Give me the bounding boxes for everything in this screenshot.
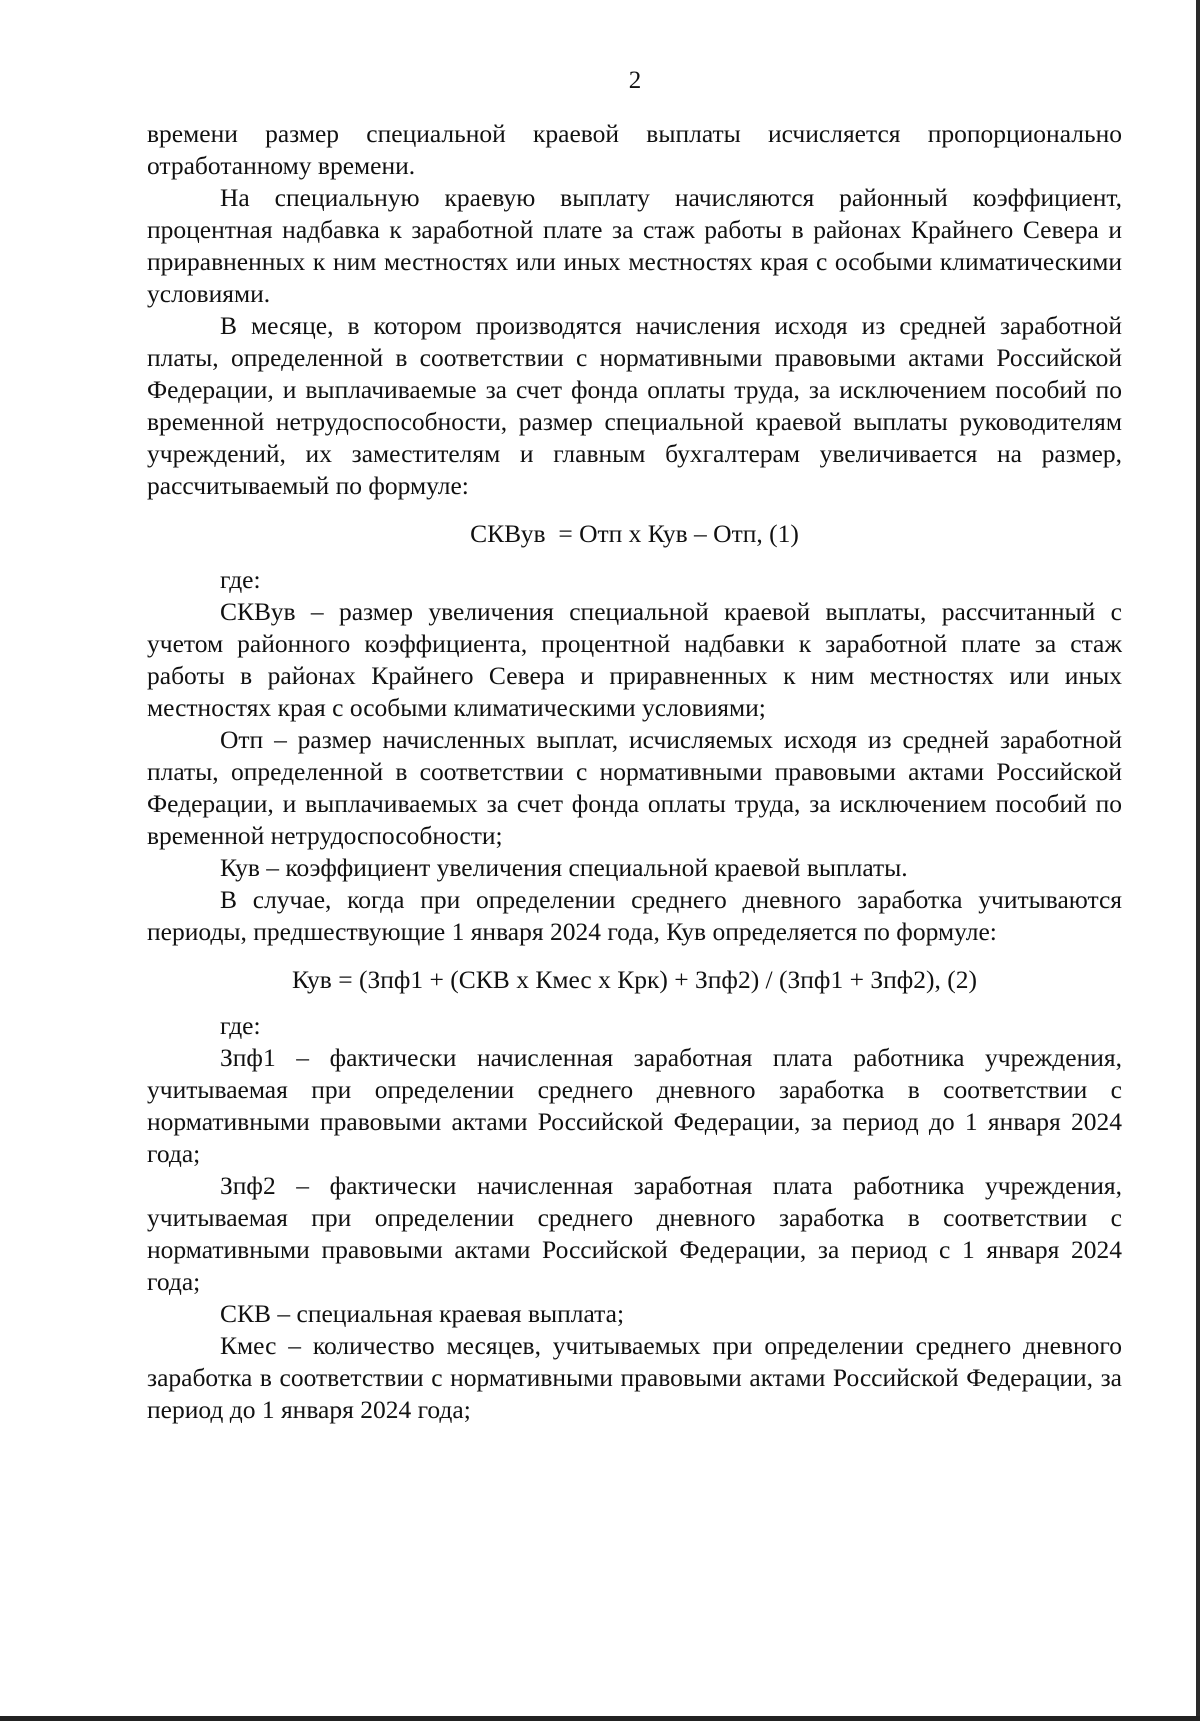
definition-otp: Отп – размер начисленных выплат, исчисляемых исходя из средней заработной платы, определенной в соответствии с нормативными правовыми актами Российской Федерации, и выплачиваемых за счет фонда оплаты труда, за исключением пособий по временной нетрудоспособности; [147, 725, 1122, 850]
definition-kuv: Кув – коэффициент увеличения специальной краевой выплаты. [220, 853, 908, 882]
formula-1: СКВув = Отп х Кув – Отп, (1) [470, 519, 799, 548]
definition-zpf2: Зпф2 – фактически начисленная заработная плата работника учреждения, учитываемая при определении среднего дневного заработка в соответствии с нормативными правовыми актами Российской Федерации, за период с 1 января 2024 года; [147, 1171, 1122, 1296]
definition-skvuv: СКВув – размер увеличения специальной краевой выплаты, рассчитанный с учетом районного коэффициента, процентной надбавки к заработной плате за стаж работы в районах Крайнего Севера и приравненных к ним местностях или иных местностях края с особыми климатическими условиями; [147, 597, 1122, 722]
where-label-1: где: [220, 565, 261, 594]
definition-skv: СКВ – специальная краевая выплата; [220, 1299, 625, 1328]
paragraph-increase-rule: В месяце, в котором производятся начисления исходя из средней заработной платы, определенной в соответствии с нормативными правовыми актами Российской Федерации, и выплачиваемые за счет фонда оплаты труда, за исключением пособий по временной нетрудоспособности, размер специальной краевой выплаты руководителям учреждений, их заместителям и главным бухгалтерам увеличивается на размер, рассчитываемый по формуле: [147, 311, 1122, 500]
where-label-2: где: [220, 1011, 261, 1040]
definition-zpf1: Зпф1 – фактически начисленная заработная плата работника учреждения, учитываемая при определении среднего дневного заработка в соответствии с нормативными правовыми актами Российской Федерации, за период до 1 января 2024 года; [147, 1043, 1122, 1168]
paragraph-periods-before-2024: В случае, когда при определении среднего дневного заработка учитываются периоды, предшествующие 1 января 2024 года, Кув определяется по формуле: [147, 885, 1122, 946]
formula-2: Кув = (Зпф1 + (СКВ х Кмес х Крк) + Зпф2) / (Зпф1 + Зпф2), (2) [291, 965, 978, 994]
page-number: 2 [628, 67, 642, 94]
scan-edge-bottom [0, 1716, 1200, 1721]
document-body [147, 118, 1122, 1426]
definition-kmes: Кмес – количество месяцев, учитываемых при определении среднего дневного заработка в соответствии с нормативными правовыми актами Российской Федерации, за период до 1 января 2024 года; [147, 1331, 1122, 1424]
paragraph-coefficients: На специальную краевую выплату начисляются районный коэффициент, процентная надбавка к заработной плате за стаж работы в районах Крайнего Севера и приравненных к ним местностях или иных местностях края с особыми климатическими условиями. [147, 183, 1122, 308]
scan-edge-right [1196, 0, 1200, 1721]
paragraph-continuation: времени размер специальной краевой выплаты исчисляется пропорционально отработанному времени. [147, 119, 1122, 180]
